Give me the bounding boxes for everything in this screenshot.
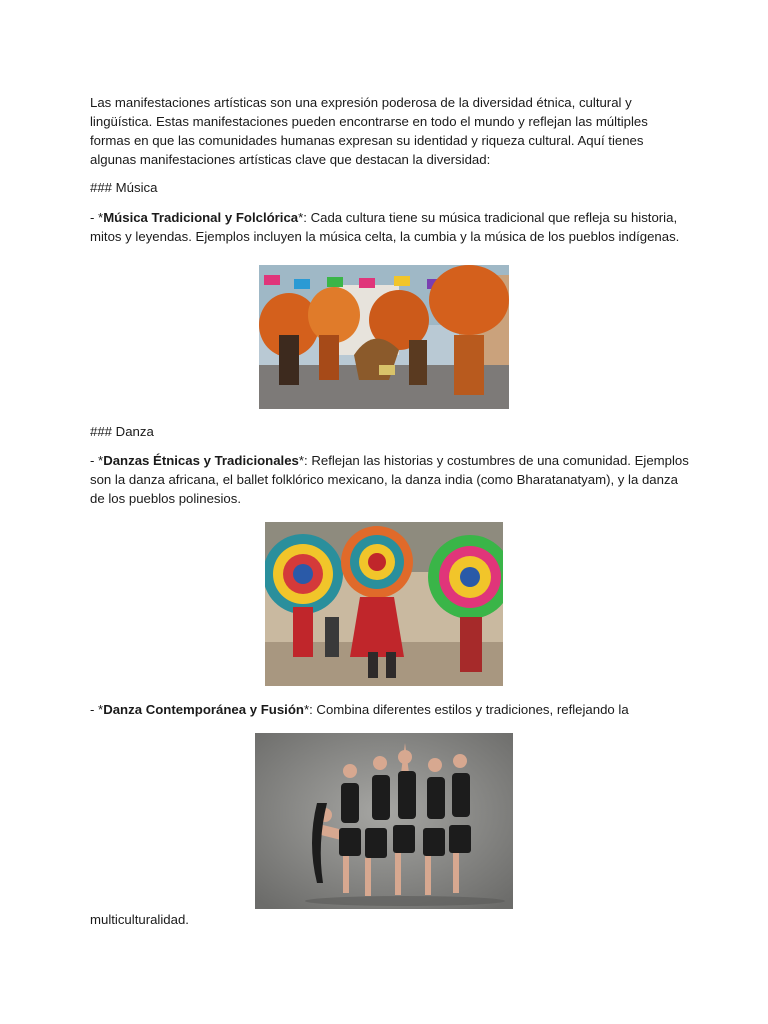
photo-quetzal-dancers — [265, 522, 503, 686]
item-bold-title: Música Tradicional y Folclórica — [103, 210, 299, 225]
heading-danza: ### Danza — [90, 424, 154, 439]
photo-contemporary-dancers — [255, 733, 513, 909]
intro-paragraph: Las manifestaciones artísticas son una expresión poderosa de la diversidad étnica, cultural y lingüística. Estas manifestaciones pueden encontrarse en todo el mundo y reflejan las múltiples formas en que las comunidades humanas expresan su identidad y riqueza cultural. Aquí tienes algunas manifestaciones artísticas clave que destacan la diversidad: — [90, 95, 648, 167]
item-text: *: Reflejan las historias y costumbres de una comunidad. Ejemplos son la danza africana, el ballet folklórico mexicano, la danza india (como Bharatanatyam), y la danza de los pueblos polinesios. — [90, 453, 689, 506]
item-text: *: Cada cultura tiene su música tradicional que refleja su historia, mitos y leyendas. Ejemplos incluyen la música celta, la cumbia y la música de los pueblos indígenas. — [90, 210, 680, 244]
item-prefix: - * — [90, 702, 104, 717]
feather-headdress — [265, 534, 343, 614]
item-musica-tradicional — [90, 208, 690, 246]
item-danza-contemporanea — [90, 700, 690, 719]
photo-folk-dancers — [259, 265, 509, 409]
continuation-text: multiculturalidad. — [90, 912, 189, 927]
item-prefix: - * — [90, 453, 104, 468]
item-bold-title: Danza Contemporánea y Fusión — [103, 702, 304, 717]
feather-headdress — [341, 526, 413, 598]
item-bold-title: Danzas Étnicas y Tradicionales — [103, 453, 299, 468]
item-text: *: Combina diferentes estilos y tradiciones, reflejando la — [303, 702, 629, 717]
item-danzas-etnicas — [90, 451, 690, 508]
heading-musica: ### Música — [90, 180, 158, 195]
item-prefix: - * — [90, 210, 104, 225]
